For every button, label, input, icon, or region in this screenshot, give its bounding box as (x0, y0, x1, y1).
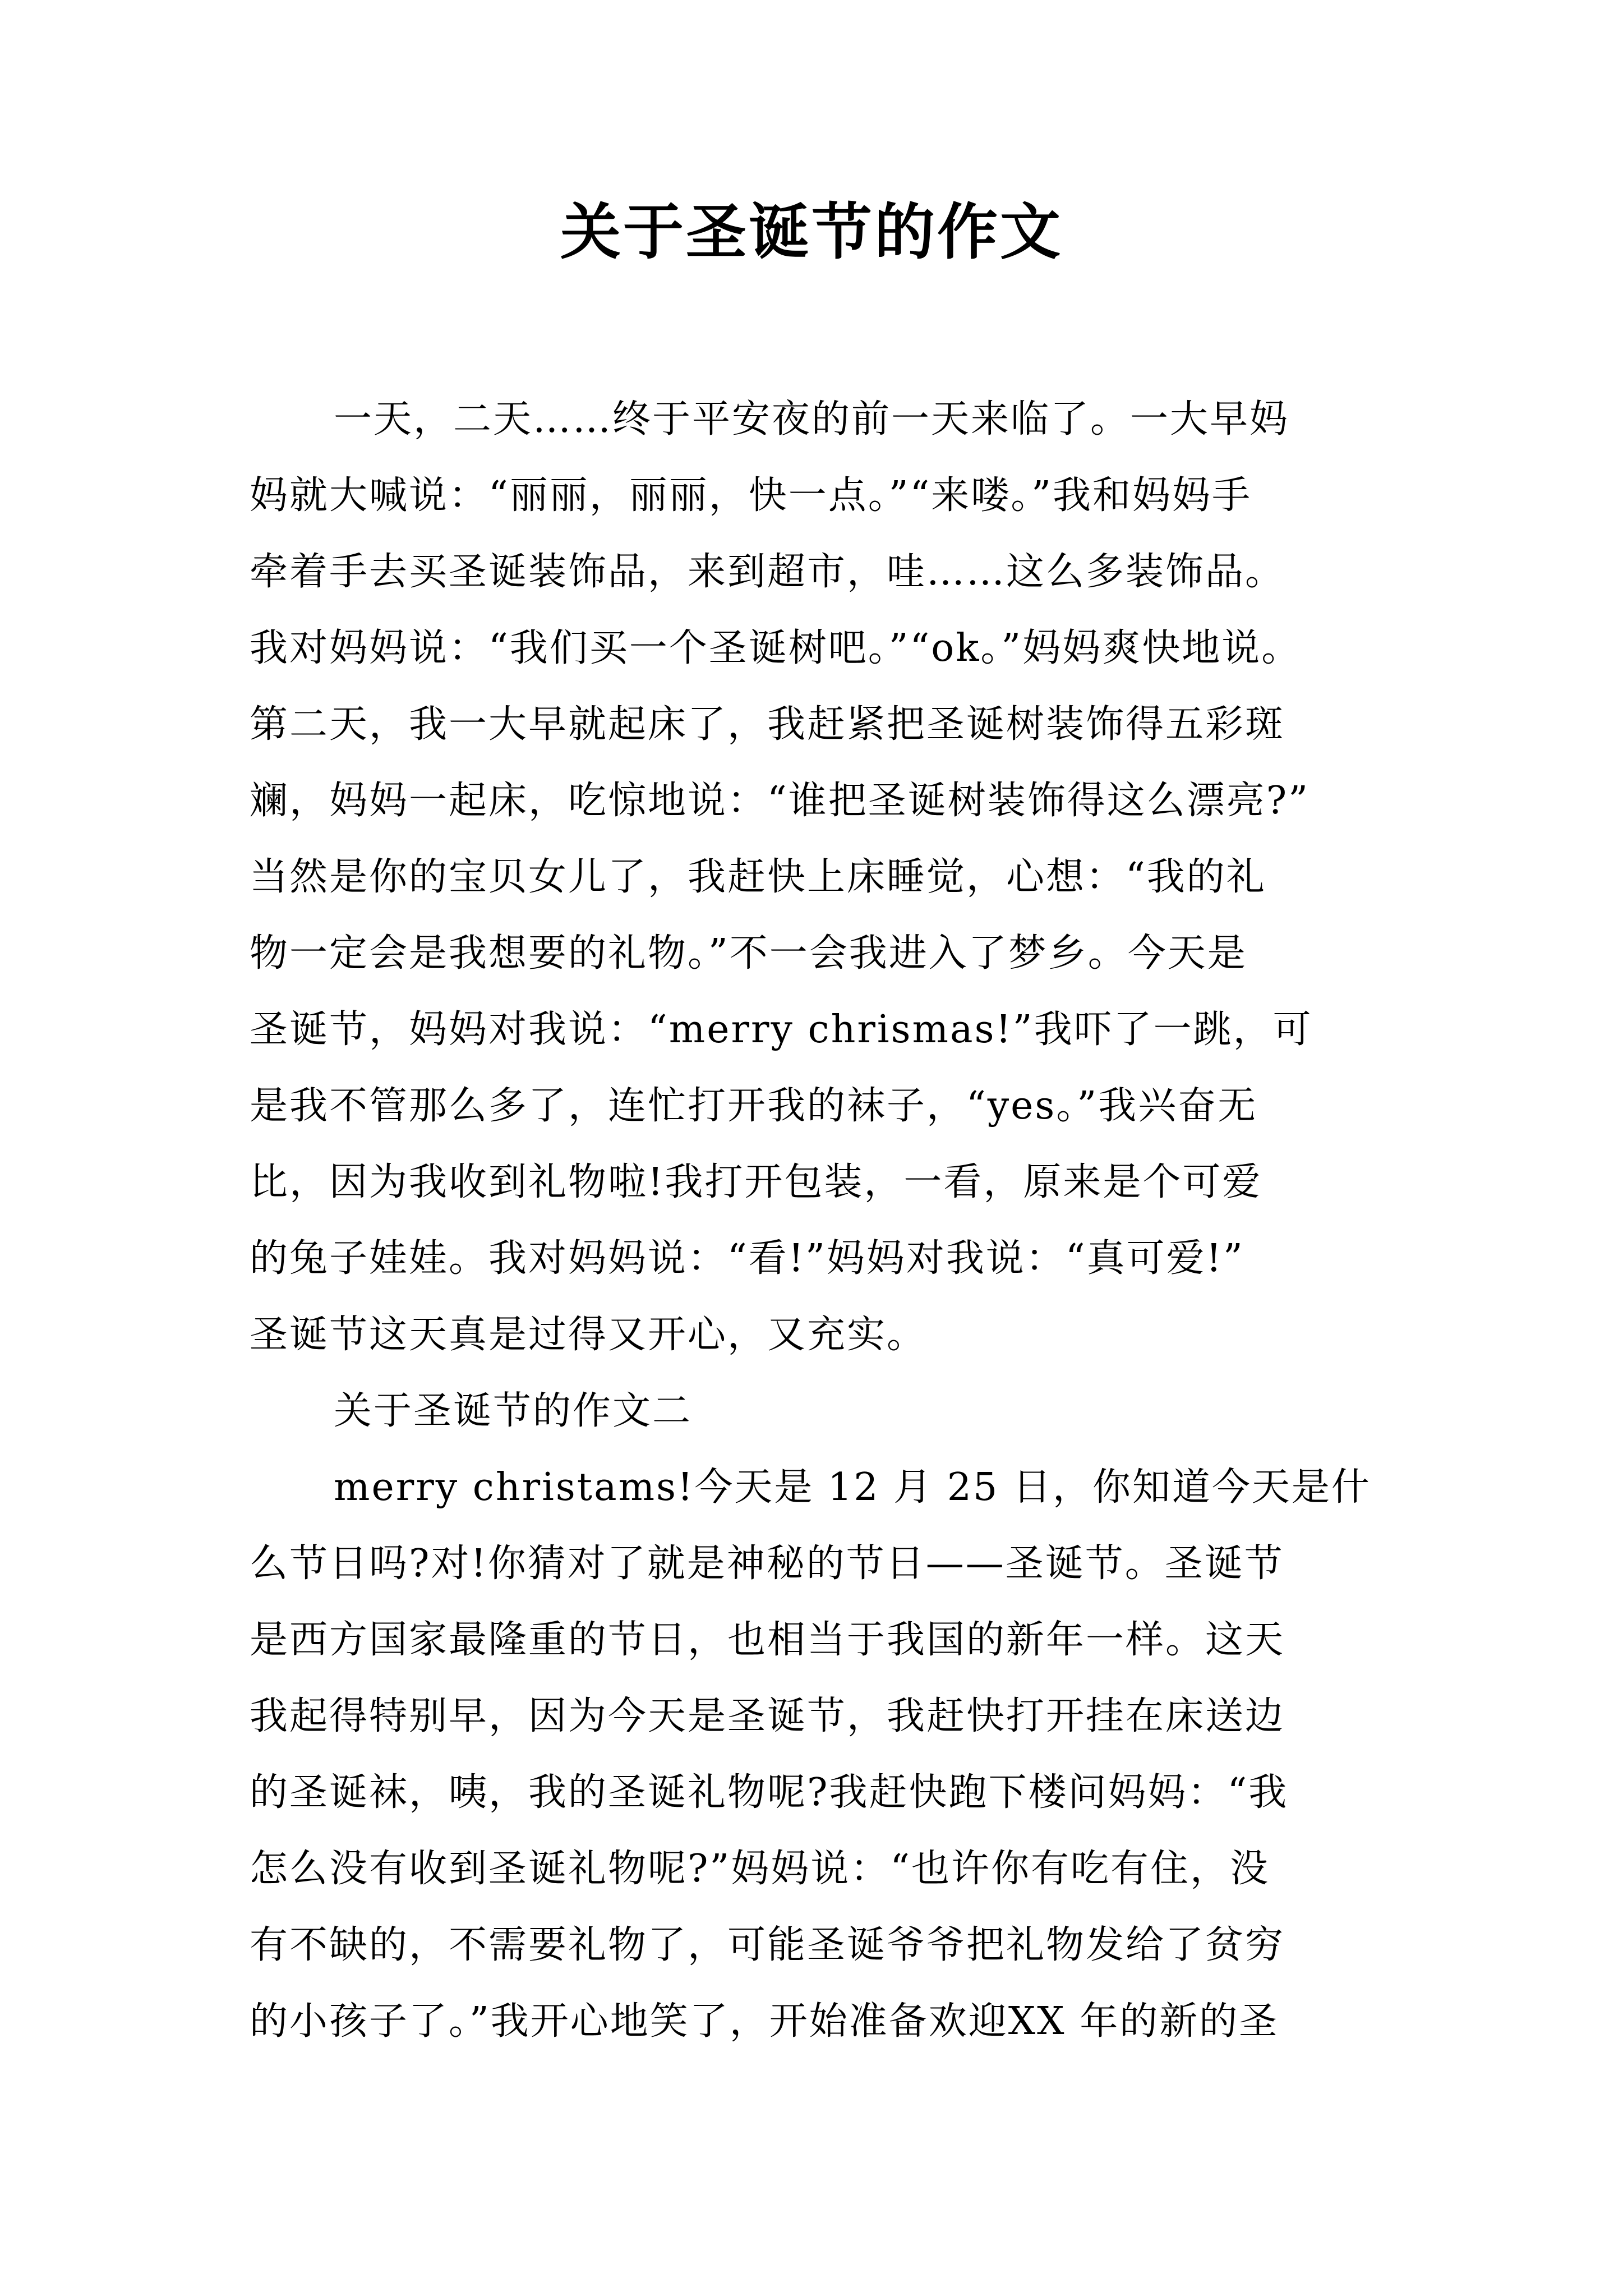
paragraph-line: 的兔子娃娃。我对妈妈说：“看!”妈妈对我说：“真可爱!” (250, 1236, 1244, 1281)
paragraph-line: 有不缺的，不需要礼物了，可能圣诞爷爷把礼物发给了贫穷 (250, 1923, 1285, 1967)
paragraph-line: 是我不管那么多了，连忙打开我的袜子，“yes。”我兴奋无 (250, 1084, 1258, 1128)
paragraph-line: 牵着手去买圣诞装饰品，来到超市，哇……这么多装饰品。 (250, 550, 1285, 594)
document-body (250, 381, 1388, 2060)
paragraph-line: 怎么没有收到圣诞礼物呢?”妈妈说：“也许你有吃有住，没 (250, 1847, 1270, 1891)
paragraph-line: 圣诞节，妈妈对我说：“merry chrismas!”我吓了一跳，可 (250, 1007, 1313, 1052)
paragraph-line: 的小孩子了。”我开心地笑了，开始准备欢迎XX 年的新的圣 (250, 1999, 1279, 2044)
paragraph-line: 我起得特别早，因为今天是圣诞节，我赶快打开挂在床送边 (250, 1694, 1285, 1738)
section-heading: 关于圣诞节的作文二 (334, 1389, 693, 1433)
paragraph-line: 我对妈妈说：“我们买一个圣诞树吧。”“ok。”妈妈爽快地说。 (250, 626, 1302, 670)
paragraph-line: 的圣诞袜，咦，我的圣诞礼物呢?我赶快跑下楼问妈妈：“我 (250, 1770, 1289, 1815)
paragraph-line: 比，因为我收到礼物啦!我打开包装，一看，原来是个可爱 (250, 1160, 1262, 1204)
paragraph-line: 第二天，我一大早就起床了，我赶紧把圣诞树装饰得五彩斑 (250, 702, 1285, 747)
paragraph-line: 当然是你的宝贝女儿了，我赶快上床睡觉，心想：“我的礼 (250, 855, 1266, 899)
paragraph-line: 一天，二天……终于平安夜的前一天来临了。一大早妈 (334, 397, 1290, 441)
paragraph-line: 斓，妈妈一起床，吃惊地说：“谁把圣诞树装饰得这么漂亮?” (250, 779, 1310, 823)
paragraph-line: merry christams!今天是 12 月 25 日，你知道今天是什 (334, 1465, 1371, 1510)
paragraph-line: 物一定会是我想要的礼物。”不一会我进入了梦乡。今天是 (250, 931, 1247, 976)
paragraph-line: 妈就大喊说：“丽丽，丽丽，快一点。”“来喽。”我和妈妈手 (250, 473, 1252, 518)
paragraph-line: 是西方国家最隆重的节日，也相当于我国的新年一样。这天 (250, 1618, 1285, 1662)
paragraph-line: 圣诞节这天真是过得又开心，又充实。 (250, 1313, 927, 1357)
document-title: 关于圣诞节的作文 (560, 197, 1063, 268)
paragraph-line: 么节日吗?对!你猜对了就是神秘的节日——圣诞节。圣诞节 (250, 1542, 1284, 1586)
